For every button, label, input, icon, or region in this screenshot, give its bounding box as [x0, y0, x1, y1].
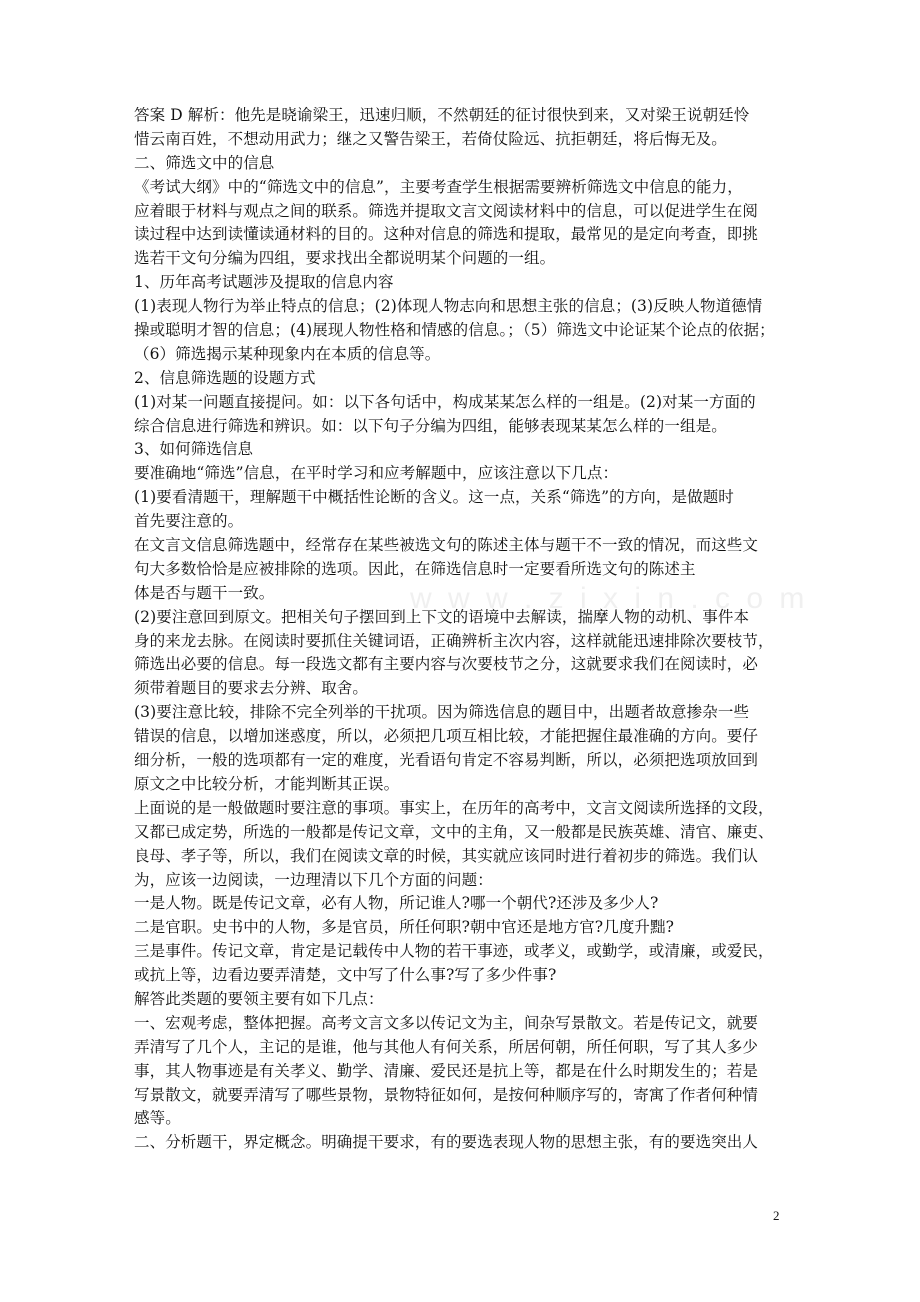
- text-line: 又都已成定势，所选的一般都是传记文章，文中的主角，又一般都是民族英雄、清官、廉吏、: [134, 822, 774, 841]
- text-line: 上面说的是一般做题时要注意的事项。事实上，在历年的高考中，文言文阅读所选择的文段，: [134, 798, 774, 817]
- text-line: 三是事件。传记文章，肯定是记载传中人物的若干事迹，或孝义，或勤学，或清廉，或爱民，: [134, 942, 774, 961]
- text-line: （6）筛选揭示某种现象内在本质的信息等。: [134, 344, 441, 363]
- text-line: 良母、孝子等，所以，我们在阅读文章的时候，其实就应该同时进行着初步的筛选。我们认: [134, 846, 759, 865]
- text-line: (2)要注意回到原文。把相关句子摆回到上下文的语境中去解读，揣摩人物的动机、事件本: [134, 607, 750, 626]
- text-line: 须带着题目的要求去分辨、取舍。: [134, 679, 369, 698]
- text-line: 操或聪明才智的信息；(4)展现人物性格和情感的信息。；（5）筛选文中论证某个论点的依据；: [134, 321, 775, 340]
- text-line: 惜云南百姓，不想动用武力；继之又警告梁王，若倚仗险远、抗拒朝廷，将后悔无及。: [134, 129, 727, 148]
- text-line: 一是人物。既是传记文章，必有人物，所记谁人?哪一个朝代?还涉及多少人?: [134, 894, 659, 913]
- text-line: 3、如何筛选信息: [134, 440, 254, 459]
- text-line: 写景散文，就要弄清写了哪些景物，景物特征如何，是按何种顺序写的，寄寓了作者何种情: [134, 1085, 759, 1104]
- text-line: 身的来龙去脉。在阅读时要抓住关键词语，正确辨析主次内容，这样就能迅速排除次要枝节，: [134, 631, 774, 650]
- text-line: 《考试大纲》中的“筛选文中的信息”，主要考查学生根据需要辨析筛选文中信息的能力，: [134, 177, 743, 196]
- document-body: [134, 104, 784, 1155]
- text-line: (3)要注意比较，排除不完全列举的干扰项。因为筛选信息的题目中，出题者故意掺杂一些: [134, 703, 750, 722]
- text-line: 体是否与题干一致。: [134, 583, 275, 602]
- text-line: 感等。: [134, 1109, 181, 1128]
- text-line: 二、筛选文中的信息: [134, 153, 275, 172]
- text-line: 一、宏观考虑，整体把握。高考文言文多以传记文为主，间杂写景散文。若是传记文，就要: [134, 1013, 759, 1032]
- text-line: 或抗上等，边看边要弄清楚，文中写了什么事?写了多少件事?: [134, 966, 557, 985]
- text-line: 事，其人物事迹是有关孝义、勤学、清廉、爱民还是抗上等，都是在什么时期发生的；若是: [134, 1061, 759, 1080]
- text-line: 选若干文句分编为四组，要求找出全都说明某个问题的一组。: [134, 249, 556, 268]
- text-line: 1、历年高考试题涉及提取的信息内容: [134, 273, 394, 292]
- text-line: 细分析，一般的选项都有一定的难度，光看语句肯定不容易判断，所以，必须把选项放回到: [134, 751, 759, 770]
- text-line: 错误的信息，以增加迷惑度，所以，必须把几项互相比较，才能把握住最准确的方向。要仔: [134, 727, 759, 746]
- text-line: (1)表现人物行为举止特点的信息；(2)体现人物志向和思想主张的信息；(3)反映人物道德情: [134, 297, 763, 316]
- text-line: 为，应该一边阅读，一边理清以下几个方面的问题：: [134, 870, 493, 889]
- text-line: (1)对某一问题直接提问。如：以下各句话中，构成某某怎么样的一组是。(2)对某一方面的: [134, 392, 756, 411]
- text-line: 二、分析题干，界定概念。明确提干要求，有的要选表现人物的思想主张，有的要选突出人: [134, 1133, 759, 1152]
- text-line: 弄清写了几个人，主记的是谁，他与其他人有何关系，所居何朝，所任何职，写了其人多少: [134, 1037, 759, 1056]
- text-line: (1)要看清题干，理解题干中概括性论断的含义。这一点，关系“筛选”的方向，是做题时: [134, 488, 734, 507]
- text-line: 句大多数恰恰是应被排除的选项。因此，在筛选信息时一定要看所选文句的陈述主: [134, 559, 696, 578]
- text-line: 首先要注意的。: [134, 512, 244, 531]
- text-line: 读过程中达到读懂读通材料的目的。这种对信息的筛选和提取，最常见的是定向考查，即挑: [134, 225, 759, 244]
- text-line: 答案 D 解析：他先是晓谕梁王，迅速归顺，不然朝廷的征讨很快到来，又对梁王说朝廷怜: [134, 106, 750, 124]
- text-line: 综合信息进行筛选和辨识。如：以下句子分编为四组，能够表现某某怎么样的一组是。: [134, 416, 727, 435]
- text-line: 在文言文信息筛选题中，经常存在某些被选文句的陈述主体与题干不一致的情况，而这些文: [134, 536, 759, 555]
- watermark: w w w . z i x i n . c o m: [410, 582, 809, 615]
- text-line: 原文之中比较分析，才能判断其正误。: [134, 774, 400, 793]
- text-line: 二是官职。史书中的人物，多是官员，所任何职?朝中官还是地方官?几度升黜?: [134, 918, 675, 937]
- text-line: 筛选出必要的信息。每一段选文都有主要内容与次要枝节之分，这就要求我们在阅读时，必: [134, 655, 759, 674]
- text-line: 应着眼于材料与观点之间的联系。筛选并提取文言文阅读材料中的信息，可以促进学生在阅: [134, 201, 759, 220]
- text-line: 解答此类题的要领主要有如下几点：: [134, 989, 384, 1008]
- page-number: 2: [773, 1208, 780, 1223]
- text-line: 2、信息筛选题的设题方式: [134, 368, 316, 387]
- text-line: 要准确地“筛选”信息，在平时学习和应考解题中，应该注意以下几点：: [134, 464, 619, 483]
